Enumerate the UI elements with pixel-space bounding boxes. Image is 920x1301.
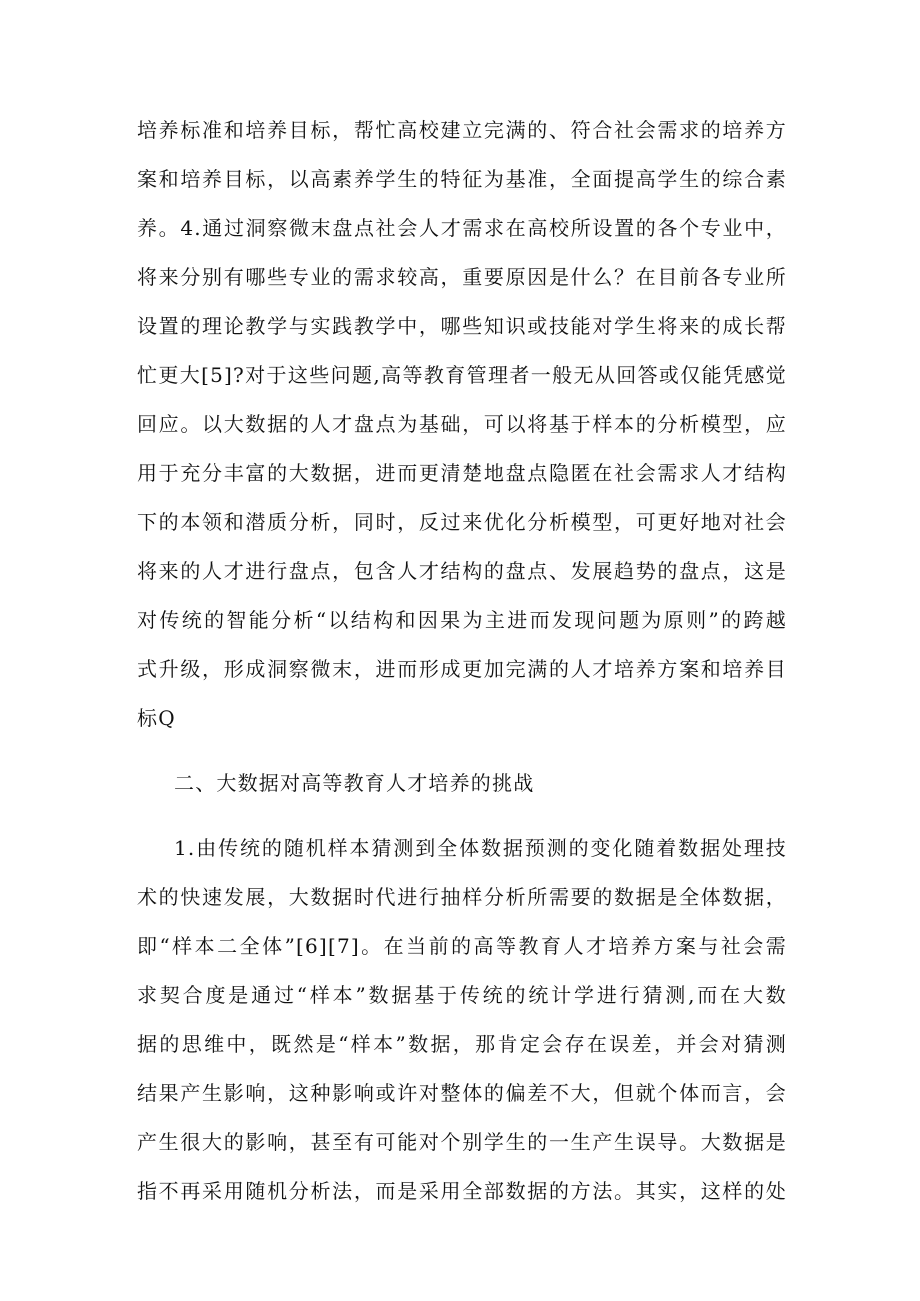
paragraph-line: 据的思维中，既然是“样本”数据，那肯定会存在误差，并会对猜测: [137, 1032, 787, 1056]
paragraph-line: 培养标准和培养目标，帮忙高校建立完满的、符合社会需求的培养方: [137, 118, 787, 142]
paragraph-line: 标Q: [137, 706, 176, 730]
paragraph-line: 产生很大的影响，甚至有可能对个别学生的一生产生误导。大数据是: [137, 1130, 787, 1154]
paragraph-line: 术的快速发展，大数据时代进行抽样分析所需要的数据是全体数据，: [137, 885, 787, 909]
paragraph-line: 案和培养目标，以高素养学生的特征为基准，全面提高学生的综合素: [137, 167, 787, 191]
paragraph-line: 将来的人才进行盘点，包含人才结构的盘点、发展趋势的盘点，这是: [137, 559, 787, 583]
section-heading: 二、大数据对高等教育人才培养的挑战: [174, 771, 535, 795]
paragraph-line: 指不再采用随机分析法，而是采用全部数据的方法。其实，这样的处: [137, 1179, 787, 1203]
paragraph-line: 设置的理论教学与实践教学中，哪些知识或技能对学生将来的成长帮: [137, 314, 787, 338]
paragraph-line: 式升级，形成洞察微末，进而形成更加完满的人才培养方案和培养目: [137, 657, 787, 681]
paragraph-line: 结果产生影响，这种影响或许对整体的偏差不大，但就个体而言，会: [137, 1081, 787, 1105]
paragraph-line: 即“样本二全体”[6][7]。在当前的高等教育人才培养方案与社会需: [137, 934, 787, 958]
paragraph-line: 用于充分丰富的大数据，进而更清楚地盘点隐匿在社会需求人才结构: [137, 461, 787, 485]
paragraph-line: 养。4.通过洞察微末盘点社会人才需求在高校所设置的各个专业中，: [137, 216, 787, 240]
paragraph-line: 将来分别有哪些专业的需求较高，重要原因是什么？在目前各专业所: [137, 265, 787, 289]
paragraph-line: 下的本领和潜质分析，同时，反过来优化分析模型，可更好地对社会: [137, 510, 787, 534]
paragraph-line: 回应。以大数据的人才盘点为基础，可以将基于样本的分析模型，应: [137, 412, 787, 436]
paragraph-line: 1.由传统的随机样本猜测到全体数据预测的变化随着数据处理技: [174, 836, 787, 860]
paragraph-line: 对传统的智能分析“以结构和因果为主进而发现问题为原则”的跨越: [137, 608, 787, 632]
paragraph-line: 求契合度是通过“样本”数据基于传统的统计学进行猜测,而在大数: [137, 983, 787, 1007]
paragraph-line: 忙更大[5]?对于这些问题,高等教育管理者一般无从回答或仅能凭感觉: [137, 363, 787, 387]
